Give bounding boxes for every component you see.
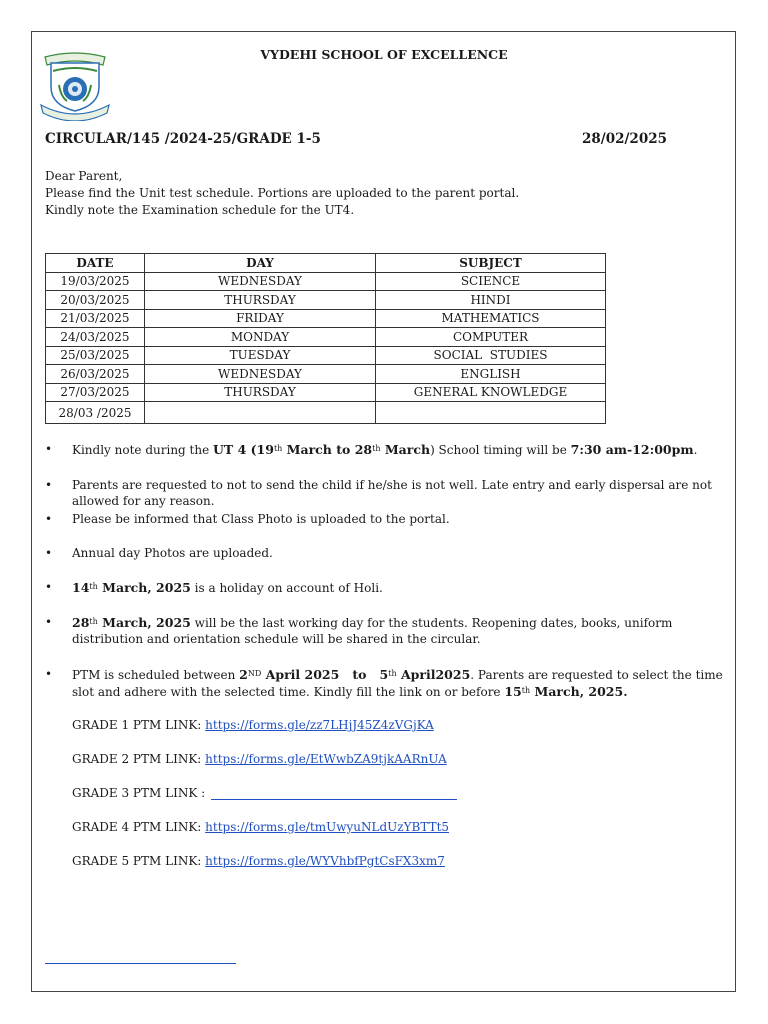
table-row <box>46 328 606 347</box>
bullet-text: 28th March, 2025 will be the last working day for the students. Reopening dates, books, uniform distribution and orientation schedule will be shared in the circular. <box>72 615 673 646</box>
header-date: DATE <box>46 254 145 273</box>
intro-line: Please find the Unit test schedule. Portions are uploaded to the parent portal. <box>45 186 520 200</box>
intro-line: Kindly note the Examination schedule for the UT4. <box>45 203 355 217</box>
ptm-link-grade-4: GRADE 4 PTM LINK: https://forms.gle/tmUwyuNLdUzYBTTt5 <box>72 820 450 834</box>
cell-day <box>145 402 376 424</box>
cell-day: WEDNESDAY <box>145 365 376 384</box>
cell-subject <box>376 402 606 424</box>
ptm-link-grade-3: GRADE 3 PTM LINK : <box>72 786 457 800</box>
ptm-link-grade-5-url[interactable]: https://forms.gle/WYVhbfPgtCsFX3xm7 <box>205 854 445 868</box>
cell-subject: SCIENCE <box>376 272 606 291</box>
cell-date: 24/03/2025 <box>46 328 145 347</box>
ptm-link-grade-2: GRADE 2 PTM LINK: https://forms.gle/EtWwbZA9tjkAARnUA <box>72 752 447 766</box>
circular-date: 28/02/2025 <box>582 131 668 147</box>
bullet-text: 14th March, 2025 is a holiday on account of Holi. <box>72 580 383 595</box>
cell-day: THURSDAY <box>145 383 376 402</box>
bullet-text: Parents are requested to not to send the child if he/she is not well. Late entry and early dispersal are not allowed for any reason. <box>72 478 712 508</box>
table-row <box>46 383 606 402</box>
cell-date: 26/03/2025 <box>46 365 145 384</box>
ptm-link-grade-5: GRADE 5 PTM LINK: https://forms.gle/WYVhbfPgtCsFX3xm7 <box>72 854 445 868</box>
bullet-text: PTM is scheduled between 2ND April 2025 to 5th April2025. Parents are requested to select the time slot and adhere with the selected time. Kindly fill the link on or before 15th March, 2025. <box>72 667 723 699</box>
exam-schedule-table <box>45 253 606 424</box>
ptm-link-grade-2-url[interactable]: https://forms.gle/EtWwbZA9tjkAARnUA <box>205 752 447 766</box>
cell-date: 20/03/2025 <box>46 291 145 310</box>
cell-subject: SOCIAL STUDIES <box>376 346 606 365</box>
bullet-icon: • <box>45 442 53 456</box>
bullet-text: Kindly note during the UT 4 (19th March to 28th March) School timing will be 7:30 am-12:00pm. <box>72 442 698 457</box>
table-header-row <box>46 254 606 273</box>
cell-day: WEDNESDAY <box>145 272 376 291</box>
cell-subject: MATHEMATICS <box>376 309 606 328</box>
cell-date: 27/03/2025 <box>46 383 145 402</box>
cell-subject: ENGLISH <box>376 365 606 384</box>
bullet-icon: • <box>45 667 53 681</box>
ptm-link-grade-3-blank[interactable] <box>211 787 457 800</box>
table-row <box>46 272 606 291</box>
cell-date: 28/03 /2025 <box>46 402 145 424</box>
cell-day: MONDAY <box>145 328 376 347</box>
header-subject: SUBJECT <box>376 254 606 273</box>
cell-subject: HINDI <box>376 291 606 310</box>
ptm-link-grade-1: GRADE 1 PTM LINK: https://forms.gle/zz7LHjJ45Z4zVGjKA <box>72 718 434 732</box>
circular-reference: CIRCULAR/145 /2024-25/GRADE 1-5 <box>45 131 321 147</box>
cell-date: 19/03/2025 <box>46 272 145 291</box>
cell-date: 21/03/2025 <box>46 309 145 328</box>
bullet-text: Annual day Photos are uploaded. <box>72 546 273 560</box>
table-row <box>46 291 606 310</box>
table-row <box>46 402 606 424</box>
ptm-link-grade-1-url[interactable]: https://forms.gle/zz7LHjJ45Z4zVGjKA <box>205 718 434 732</box>
table-row <box>46 365 606 384</box>
bullet-icon: • <box>45 580 53 594</box>
footer-divider <box>45 963 236 964</box>
bullet-icon: • <box>45 615 53 629</box>
school-name: VYDEHI SCHOOL OF EXCELLENCE <box>260 47 508 62</box>
cell-subject: GENERAL KNOWLEDGE <box>376 383 606 402</box>
cell-day: FRIDAY <box>145 309 376 328</box>
bullet-icon: • <box>45 512 53 526</box>
bullet-text: Please be informed that Class Photo is uploaded to the portal. <box>72 512 450 526</box>
ptm-link-grade-4-url[interactable]: https://forms.gle/tmUwyuNLdUzYBTTt5 <box>205 820 450 834</box>
cell-subject: COMPUTER <box>376 328 606 347</box>
intro-text <box>45 168 519 219</box>
table-row <box>46 346 606 365</box>
cell-day: THURSDAY <box>145 291 376 310</box>
bullet-icon: • <box>45 478 53 492</box>
header-day: DAY <box>145 254 376 273</box>
table-row <box>46 309 606 328</box>
bullet-icon: • <box>45 546 53 560</box>
greeting: Dear Parent, <box>45 169 123 183</box>
cell-day: TUESDAY <box>145 346 376 365</box>
cell-date: 25/03/2025 <box>46 346 145 365</box>
